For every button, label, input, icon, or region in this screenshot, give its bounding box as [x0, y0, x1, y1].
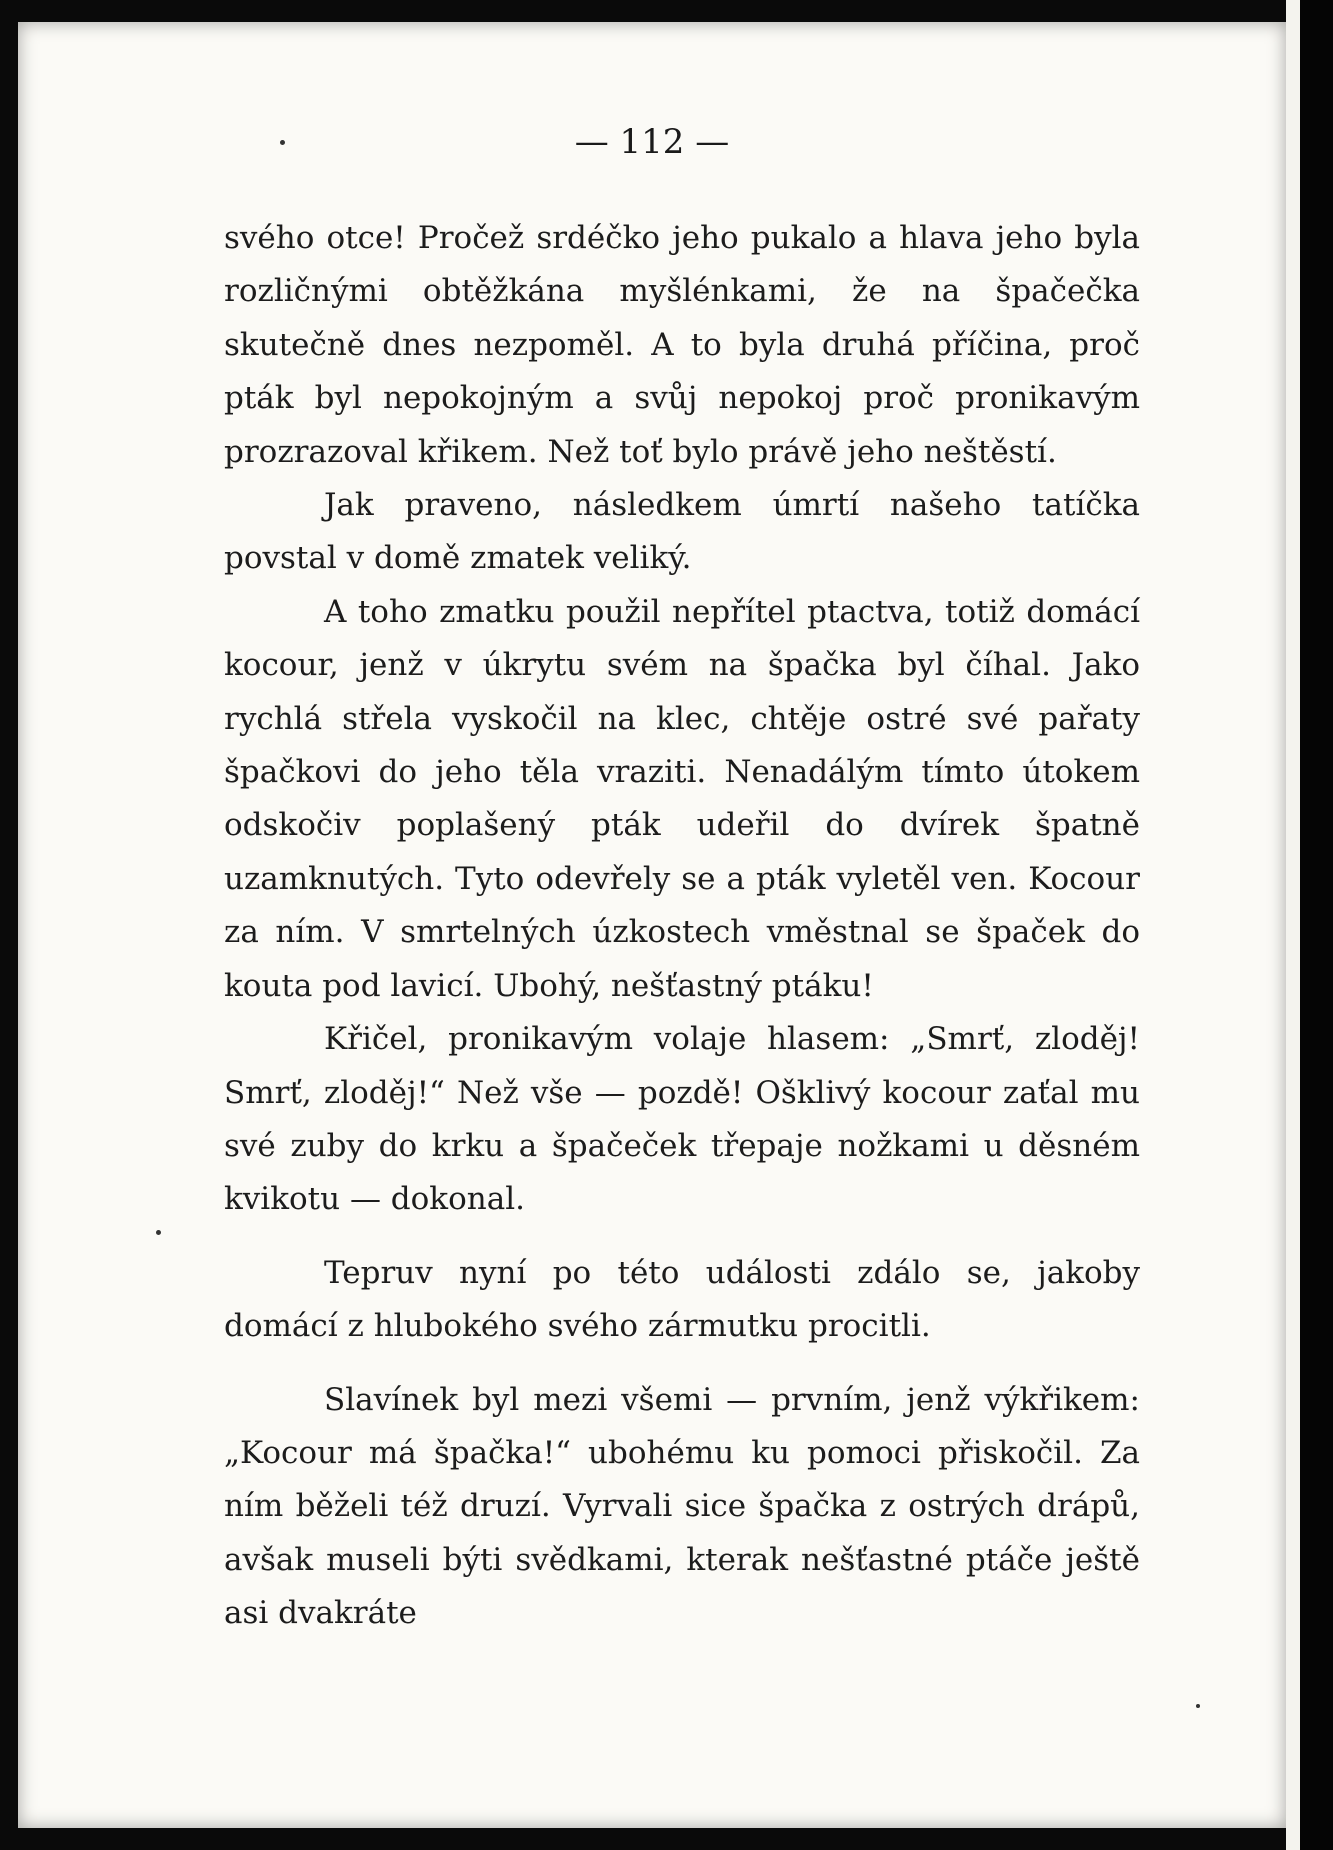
- paragraph: svého otce! Pročež srdéčko jeho pukalo a hlava jeho byla rozličnými obtěžkána myšlénkami, že na špačečka skutečně dnes nezpoměl. A to byla druhá příčina, proč pták byl nepokojným a svůj nepokoj proč pronikavým prozrazoval křikem. Než toť bylo právě jeho neštěstí.: [224, 220, 1140, 470]
- scan-speck: [156, 1230, 161, 1235]
- paragraph: Křičel, pronikavým volaje hlasem: „Smrť, zloděj! Smrť, zloděj!“ Než vše — pozdě! Ošklivý kocour zaťal mu své zuby do krku a špačeček třepaje nožkami u děsném kvikotu — dokonal.: [224, 1021, 1140, 1218]
- page-number: — 112 —: [574, 122, 730, 162]
- page-edge: [1286, 0, 1300, 1850]
- scan-border: [1300, 0, 1333, 1850]
- book-page: [18, 22, 1286, 1828]
- paragraph: Jak praveno, následkem úmrtí našeho tatíčka povstal v domě zmatek veliký.: [224, 487, 1140, 577]
- paragraph: A toho zmatku použil nepřítel ptactva, totiž domácí kocour, jenž v úkrytu svém na špačka byl číhal. Jako rychlá střela vyskočil na klec, chtěje ostré své pařaty špačkovi do jeho těla vraziti. Nenadálým tímto útokem odskočiv poplašený pták udeřil do dvírek špatně uzamknutých. Tyto odevřely se a pták vyletěl ven. Kocour za ním. V smrtelných úzkostech vměstnal se špaček do kouta pod lavicí. Ubohý, nešťastný ptáku!: [224, 593, 1140, 1004]
- paragraph: Slavínek byl mezi všemi — prvním, jenž výkřikem: „Kocour má špačka!“ ubohému ku pomoci přiskočil. Za ním běželi též druzí. Vyrvali sice špačka z ostrých drápů, avšak museli býti svědkami, kterak nešťastné ptáče ještě asi dvakráte: [224, 1381, 1140, 1632]
- scan-speck: [280, 140, 285, 145]
- body-text: [224, 212, 1140, 1641]
- scan-speck: [1196, 1704, 1200, 1708]
- paragraph: Tepruv nyní po této události zdálo se, jakoby domácí z hlubokého svého zármutku procitli.: [224, 1254, 1140, 1345]
